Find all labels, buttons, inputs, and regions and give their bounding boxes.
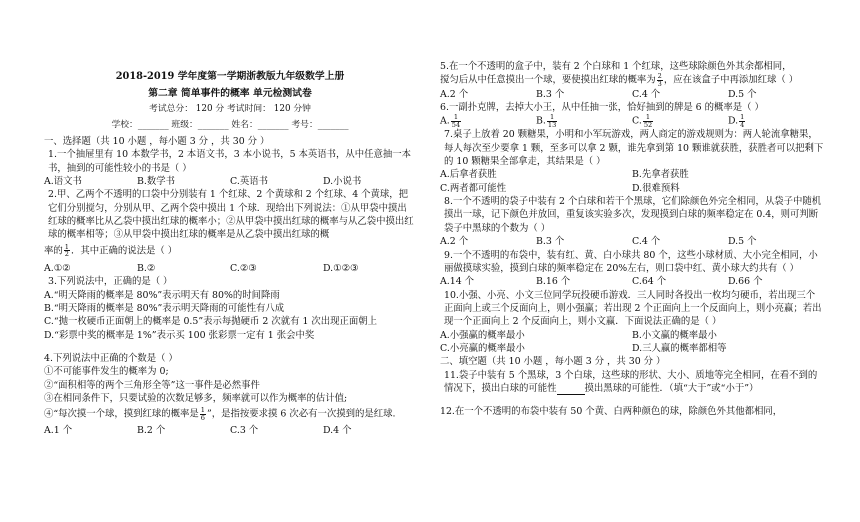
question-1: 1.一个抽屉里有 10 本数学书，2 本语文书，3 本小说书，5 本英语书，从中任意抽一本书，抽到的可能性较小的书是（ ）: [48, 149, 412, 174]
option-b: B.16 个: [536, 276, 571, 288]
option-d: D.三人赢的概率都相等: [632, 342, 727, 354]
option-b: B. $\frac{1}{13}$: [536, 113, 557, 129]
question-10: 10.小强、小亮、小文三位同学玩投硬币游戏．三人同时各投出一枚均匀硬币，若出现三个正面向上或三个反面向上，则小强赢；若出现 2 个正面向上一个反面向上，则小亮赢；若出现一个正面向上 2 个反面向上，则小文赢．下面说法正确的是（ ）: [444, 289, 822, 328]
question-2: 2.甲、乙两个不透明的口袋中分别装有 1 个红球、2 个黄球和 2 个红球、4 个黄球，把它们分别搅匀，分别从甲、乙两个袋中摸出 1 个球．现给出下列说法：①从甲袋中摸出红球的概率比从乙袋中摸出红球的概率小；②从甲袋中摸出红球的概率与从乙袋中摸出红球的概率相等；③从甲袋中摸出红球的概率是从乙袋中摸出红球的概: [48, 189, 414, 241]
option-a: A.1 个: [44, 424, 73, 436]
answer-blank[interactable]: [557, 386, 585, 395]
question-7-options-row-1: [440, 168, 824, 181]
option-c: C. $\frac{1}{52}$: [632, 113, 653, 129]
option-c: C.两者都可能性: [440, 182, 507, 194]
question-3-option-d: D.“彩票中奖的概率是 1%”表示买 100 张彩票一定有 1 张会中奖: [44, 329, 315, 341]
right-column: [440, 60, 824, 419]
option-b: B.②: [137, 263, 156, 274]
option-a: A.后拿者获胜: [440, 169, 497, 181]
question-9: 9.一个不透明的布袋中，装有红、黄、白小球共 80 个，这些小球材质、大小完全相同，小丽做摸球实验，摸到白球的频率稳定在 20%左右，则口袋中红、黄小球大约共有（ ）: [444, 249, 818, 274]
question-8-options: [440, 235, 824, 248]
option-a: A.语文书: [44, 176, 82, 188]
question-6: 6.一副扑克牌，去掉大小王，从中任抽一张，恰好抽到的牌是 6 的概率是（ ）: [440, 101, 764, 113]
option-d: D.很难预料: [632, 182, 680, 194]
option-b: B.2 个: [137, 424, 166, 436]
question-7-options-row-2: [440, 182, 824, 195]
question-10-options-row-1: [440, 329, 824, 342]
option-a: A.2 个: [440, 236, 469, 248]
exam-title: 2018-2019 学年度第一学期浙教版九年级数学上册: [115, 71, 345, 82]
question-12: 12.在一个不透明的布袋中装有 50 个黄、白两种颜色的球，除颜色外其他都相同，: [440, 406, 783, 418]
option-b: B.小文赢的概率最小: [632, 329, 717, 341]
option-a: A. $\frac{1}{54}$: [440, 113, 461, 129]
question-4-item-2: ②“面积相等的两个三角形全等”这一事件是必然事件: [44, 379, 260, 391]
option-c: C.64 个: [632, 276, 667, 288]
exam-header: [44, 68, 416, 133]
question-6-options: [440, 114, 824, 128]
question-3: 3.下列说法中，正确的是（ ）: [48, 276, 173, 288]
question-3-option-c: C.“抛一枚硬币正面朝上的概率是 0.5”表示每抛硬币 2 次就有 1 次出现正面朝上: [44, 316, 378, 328]
option-a: A.小强赢的概率最小: [440, 329, 525, 341]
question-3-option-b: B.“明天降雨的概率是 80%”表示明天降雨的可能性有八成: [44, 303, 285, 315]
question-4-item-4: ④“每次摸一个球，摸到红球的概率是 $\frac{1}{6}$ ”，是指按要求摸 6 次必有一次摸到的是红球.: [44, 406, 396, 423]
section-fill-heading: 二、填空题（共 10 小题 ，每小题 3 分 ，共 30 分 ）: [440, 356, 666, 368]
option-c: C.小亮赢的概率最小: [440, 342, 525, 354]
question-5: 5.在一个不透明的盒子中，装有 2 个白球和 1 个红球，这些球除颜色外其余都相同，: [440, 61, 792, 72]
option-b: B.3 个: [536, 236, 565, 248]
question-2-options: [44, 262, 416, 275]
option-c: C.4 个: [632, 236, 661, 248]
question-11: 11.袋子中装有 5 个黑球，3 个白球，这些球的形状、大小、质地等完全相同，在看不到的情况下，摸出白球的可能性 摸出黑球的可能性．（填“大于”或“小于”）: [444, 369, 818, 394]
question-2-tail-post: ．其中正确的说法是（ ）: [70, 245, 178, 257]
question-2-tail-pre: 率的: [44, 245, 63, 257]
option-a: A.14 个: [440, 276, 475, 288]
question-4: 4.下列说法中正确的个数是（ ）: [44, 353, 178, 365]
question-5-line-2: 搅匀后从中任意摸出一个球，要使摸出红球的概率为 $\frac{2}{3}$ ，应在该盒子中再添加红球（ ）: [440, 72, 799, 88]
fraction-one-sixth: $\frac{1}{6}$: [200, 406, 205, 423]
question-9-options: [440, 275, 824, 288]
question-4-item-1: ①不可能事件发生的概率为 0;: [44, 366, 169, 378]
exam-subtitle: 第二章 简单事件的概率 单元检测试卷: [148, 88, 312, 100]
fraction-one-half: $\frac{1}{2}$: [64, 242, 69, 259]
question-5-options: [440, 88, 824, 101]
option-d: D.①②③: [323, 263, 359, 274]
option-d: D.5 个: [728, 88, 757, 100]
option-d: D. $\frac{1}{4}$: [728, 113, 745, 129]
option-d: D.4 个: [323, 424, 352, 436]
section-choice-heading: 一、选择题（共 10 小题 ，每小题 3 分 ，共 30 分 ）: [44, 136, 270, 148]
option-c: C.3 个: [230, 424, 259, 436]
option-c: C.4 个: [632, 88, 661, 100]
option-d: D.66 个: [728, 276, 763, 288]
option-c: C.英语书: [230, 176, 268, 188]
fraction-two-thirds: $\frac{2}{3}$: [657, 72, 662, 88]
question-3-option-a: A.“明天降雨的概率是 80%”表示明天有 80%的时间降雨: [44, 289, 280, 301]
option-a: A.①②: [44, 263, 71, 274]
option-d: D.5 个: [728, 236, 757, 248]
question-7: 7.桌子上放着 20 颗糖果，小明和小军玩游戏，两人商定的游戏规则为：两人轮流拿糖果，每人每次至少要拿 1 颗，至多可以拿 2 颗，谁先拿到第 10 颗谁就获胜，获胜者可以把剩下的 10 颗糖果全部拿走，其结果是（ ）: [444, 129, 824, 168]
option-b: B.先拿者获胜: [632, 169, 689, 181]
option-c: C.②③: [230, 263, 257, 274]
option-b: B.3 个: [536, 88, 565, 100]
question-10-options-row-2: [440, 342, 824, 355]
option-b: B.数学书: [137, 176, 175, 188]
option-a: A.2 个: [440, 88, 469, 100]
question-4-options: [44, 424, 416, 437]
question-4-item-3: ③在相同条件下，只要试验的次数足够多，频率就可以作为概率的估计值;: [44, 393, 348, 405]
question-1-options: [44, 175, 416, 188]
exam-info: 考试总分： 120 分 考试时间： 120 分钟: [149, 104, 311, 115]
question-8: 8.一个不透明的袋子中装有 2 个白球和若干个黑球，它们除颜色外完全相同，从袋子中随机摸出一球，记下颜色并放回，重复该实验多次，发现摸到白球的频率稳定在 0.4，则可判断袋子中黑球的个数为（ ）: [444, 196, 822, 234]
option-d: D.小说书: [323, 176, 362, 188]
student-fields: 学校：_______ 班级：_______ 姓名：_______ 考号：_______: [111, 119, 349, 130]
left-column: [44, 0, 416, 437]
question-2-tail: [44, 244, 416, 258]
